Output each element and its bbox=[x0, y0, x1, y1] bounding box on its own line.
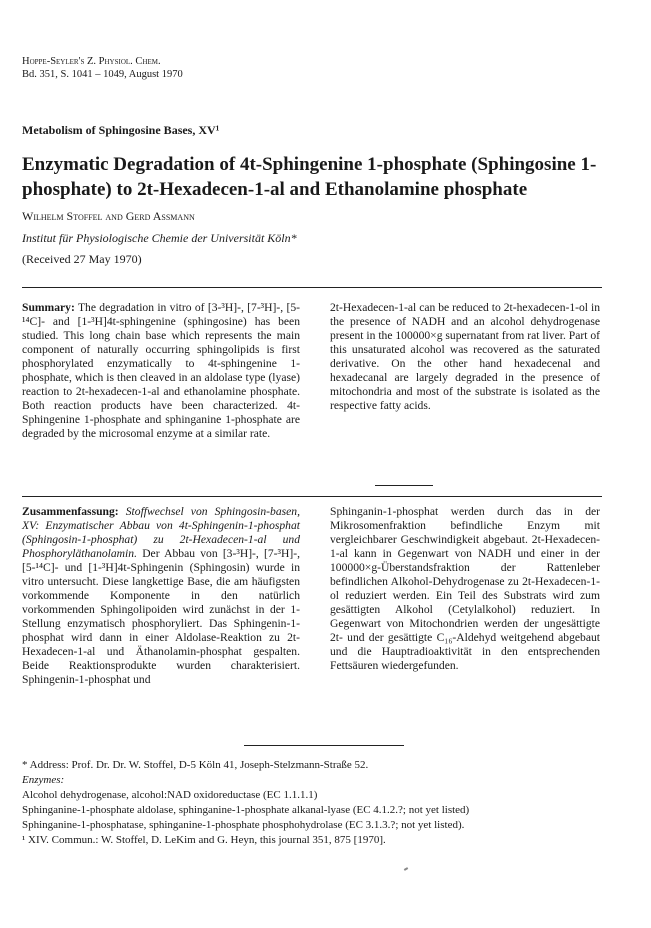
enzyme-1: Alcohol dehydrogenase, alcohol:NAD oxidoreductase (EC 1.1.1.1) bbox=[22, 789, 318, 801]
enzyme-3: Sphinganine-1-phosphatase, sphinganine-1-phosphate phosphohydrolase (EC 3.1.3.?; not yet listed). bbox=[22, 819, 465, 831]
journal-name: Hoppe-Seyler's Z. Physiol. Chem. bbox=[22, 56, 161, 67]
zusammenfassung-column-1 bbox=[22, 505, 300, 730]
zusammenfassung-title: Stoffwechsel von Sphingosin-basen, XV: Enzymatischer Abbau von 4t-Sphingenin-1-phosphat (Sphingosin-1-phosphat) zu 2t-Hexadecen-1-al und Phosphoryläthanolamin. bbox=[22, 505, 300, 560]
journal-header bbox=[22, 55, 183, 81]
zusammenfassung-text-2: Sphinganin-1-phosphat werden durch das in der Mikrosomenfraktion befindliche Enzym mit vergleichbarer Geschwindigkeit abgebaut. 2t-Hexadecen-1-al kann in Gegenwart von NADH und einer in der 100000×g-Überstandsfraktion der Rattenleber befindlichen Alkohol-Dehydrogenase zu 2t-Hexadecen-1-ol reduziert werden. Ein Teil des Substrats wird zum gesättigten Alkohol (Cetylalkohol) reduziert. In Gegenwart von Mitochondrien werden der ungesättigte 2t- und der gesättigte C₁₆-Aldehyd weitgehend abgebaut und die Hauptradioaktivität in den entsprechenden Fettsäuren wiedergefunden. bbox=[330, 505, 600, 672]
journal-volume: Bd. 351, S. 1041 – 1049, August 1970 bbox=[22, 69, 183, 80]
address-footnote: * Address: Prof. Dr. Dr. W. Stoffel, D-5 Köln 41, Joseph-Stelzmann-Straße 52. bbox=[22, 759, 369, 771]
footnote-rule bbox=[244, 745, 404, 746]
enzymes-label: Enzymes: bbox=[22, 774, 65, 786]
series-title: Metabolism of Sphingosine Bases, XV¹ bbox=[22, 123, 220, 137]
summary-column-2 bbox=[330, 301, 600, 451]
summary-text-2: 2t-Hexadecen-1-al can be reduced to 2t-hexadecen-1-ol in the presence of NADH and an alcohol dehydrogenase present in the 100000×g supernatant from rat liver. Part of this unsaturated alcohol was recovered as the saturated derivative. On the other hand hexadecenal and hexadecanal are largely degraded in the presence of mitochondria and most of the substrate is isolated as the respective fatty acids. bbox=[330, 301, 600, 412]
summary-label: Summary: bbox=[22, 301, 75, 314]
summary-column-1 bbox=[22, 301, 300, 479]
institution: Institut für Physiologische Chemie der Universität Köln* bbox=[22, 231, 297, 245]
article-title: Enzymatic Degradation of 4t-Sphingenine 1-phosphate (Sphingosine 1-phosphate) to 2t-Hexadecen-1-al and Ethanolamine phosphate bbox=[22, 154, 597, 200]
authors: Wilhelm Stoffel and Gerd Assmann bbox=[22, 209, 195, 223]
top-divider bbox=[22, 287, 602, 288]
reference-footnote: ¹ XIV. Commun.: W. Stoffel, D. LeKim and G. Heyn, this journal 351, 875 [1970]. bbox=[22, 834, 386, 846]
scan-speck bbox=[404, 867, 408, 871]
zusammenfassung-label: Zusammenfassung: bbox=[22, 505, 119, 518]
zusammenfassung-column-2 bbox=[330, 505, 600, 705]
summary-text-1: The degradation in vitro of [3-³H]-, [7-³H]-, [5-¹⁴C]- and [1-³H]4t-sphingenine (sphingosine) has been studied. This long chain base which represents the main component of naturally occurring sphingolipids is first phosphorylated enzymatically to 4t-sphingenine 1-phosphate, which is then cleaved in an aldolase type (lyase) reaction to 2t-hexadecen-1-al and ethanolamine phosphate. Both reaction products have been characterized. 4t-Sphingenine 1-phosphate and sphinganine 1-phosphate are degraded by the microsomal enzyme at a similar rate. bbox=[22, 301, 300, 440]
section-divider bbox=[22, 496, 602, 497]
enzyme-2: Sphinganine-1-phosphate aldolase, sphinganine-1-phosphate alkanal-lyase (EC 4.1.2.?; not yet listed) bbox=[22, 804, 470, 816]
summary-rule bbox=[375, 485, 433, 486]
footnotes bbox=[22, 758, 632, 848]
received-date: (Received 27 May 1970) bbox=[22, 252, 142, 266]
zusammenfassung-text-1: Der Abbau von [3-³H]-, [7-³H]-, [5-¹⁴C]- und [1-³H]4t-Sphingenin (Sphingosin) wurde in vitro untersucht. Diese langkettige Base, die am häufigsten vorkommende Komponente in den natürlich vorkommenden Sphingolipoiden wird zunächst in der 1-Stellung enzymatisch phosphoryliert. Das Sphingenin-1-phosphat wird dann in einer Aldolase-Reaktion zu 2t-Hexadecen-1-al und Äthanolamin-phosphat gespalten. Beide Reaktionsprodukte wurden charakterisiert. Sphingenin-1-phosphat und bbox=[22, 547, 300, 686]
